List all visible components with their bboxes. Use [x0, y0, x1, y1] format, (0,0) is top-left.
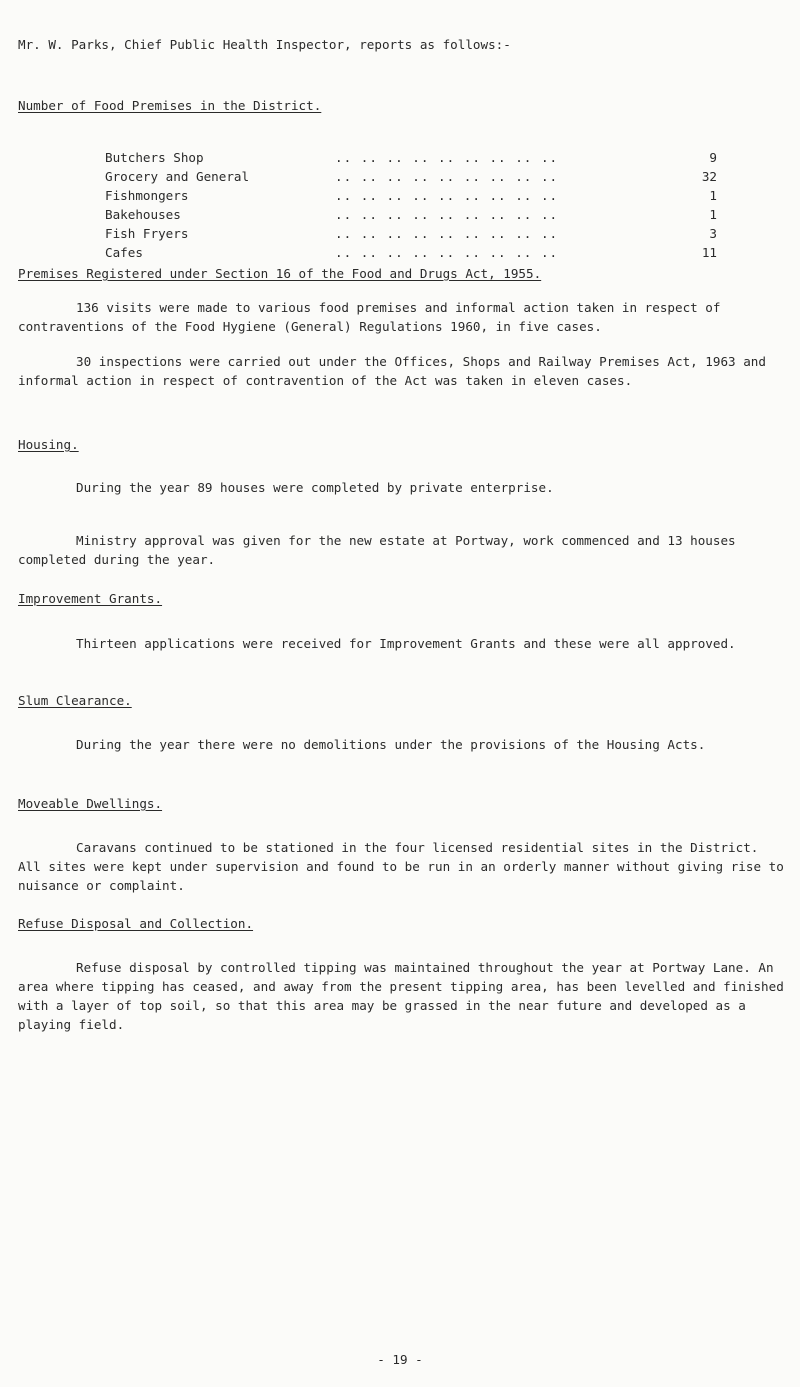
food-premises-count: 3 [709, 226, 717, 241]
leader-dots: .. .. .. .. .. .. .. .. .. [335, 245, 559, 260]
leader-dots: .. .. .. .. .. .. .. .. .. [335, 188, 559, 203]
slum-clearance-heading: Slum Clearance. [18, 693, 132, 708]
table-row [105, 148, 717, 167]
food-premises-count: 9 [709, 150, 717, 165]
moveable-dwellings-heading: Moveable Dwellings. [18, 796, 163, 811]
moveable-dwellings-paragraph: Caravans continued to be stationed in the four licensed residential sites in the District. All sites were kept under supervision and found to be run in an orderly manner without giving rise to nuisance or complaint. [18, 840, 784, 893]
slum-clearance-paragraph: During the year there were no demolitions under the provisions of the Housing Acts. [76, 737, 706, 752]
table-row [105, 224, 717, 243]
table-row [105, 186, 717, 205]
grants-heading: Improvement Grants. [18, 591, 163, 606]
leader-dots: .. .. .. .. .. .. .. .. .. [335, 169, 559, 184]
registered-paragraph-2: 30 inspections were carried out under the Offices, Shops and Railway Premises Act, 1963 and informal action in respect of contravention of the Act was taken in eleven cases. [18, 354, 766, 388]
grants-paragraph: Thirteen applications were received for Improvement Grants and these were all approved. [76, 636, 736, 651]
housing-paragraph-2: Ministry approval was given for the new estate at Portway, work commenced and 13 houses completed during the year. [18, 533, 736, 567]
table-row [105, 167, 717, 186]
food-premises-count: 1 [709, 207, 717, 222]
leader-dots: .. .. .. .. .. .. .. .. .. [335, 207, 559, 222]
table-row [105, 243, 717, 262]
leader-dots: .. .. .. .. .. .. .. .. .. [335, 150, 559, 165]
food-premises-heading: Number of Food Premises in the District. [18, 98, 322, 113]
registered-premises-heading: Premises Registered under Section 16 of the Food and Drugs Act, 1955. [18, 266, 542, 281]
housing-paragraph-1: During the year 89 houses were completed by private enterprise. [76, 480, 554, 495]
food-premises-name: Fishmongers [105, 188, 189, 203]
food-premises-count: 1 [709, 188, 717, 203]
refuse-paragraph: Refuse disposal by controlled tipping was maintained throughout the year at Portway Lane. An area where tipping has ceased, and away from the present tipping area, has been levelled and finished with a layer of top soil, so that this area may be grassed in the near future and developed as a playing field. [18, 960, 784, 1032]
registered-paragraph-1: 136 visits were made to various food premises and informal action taken in respect of contraventions of the Food Hygiene (General) Regulations 1960, in five cases. [18, 300, 721, 334]
page-number: - 19 - [377, 1352, 423, 1367]
housing-heading: Housing. [18, 437, 79, 452]
food-premises-table [105, 148, 717, 262]
table-row [105, 205, 717, 224]
food-premises-name: Bakehouses [105, 207, 181, 222]
intro-line: Mr. W. Parks, Chief Public Health Inspector, reports as follows:- [18, 37, 511, 52]
food-premises-name: Butchers Shop [105, 150, 204, 165]
refuse-heading: Refuse Disposal and Collection. [18, 916, 254, 931]
leader-dots: .. .. .. .. .. .. .. .. .. [335, 226, 559, 241]
food-premises-count: 32 [701, 169, 717, 184]
food-premises-name: Cafes [105, 245, 143, 260]
food-premises-name: Fish Fryers [105, 226, 189, 241]
food-premises-count: 11 [701, 245, 717, 260]
food-premises-name: Grocery and General [105, 169, 250, 184]
